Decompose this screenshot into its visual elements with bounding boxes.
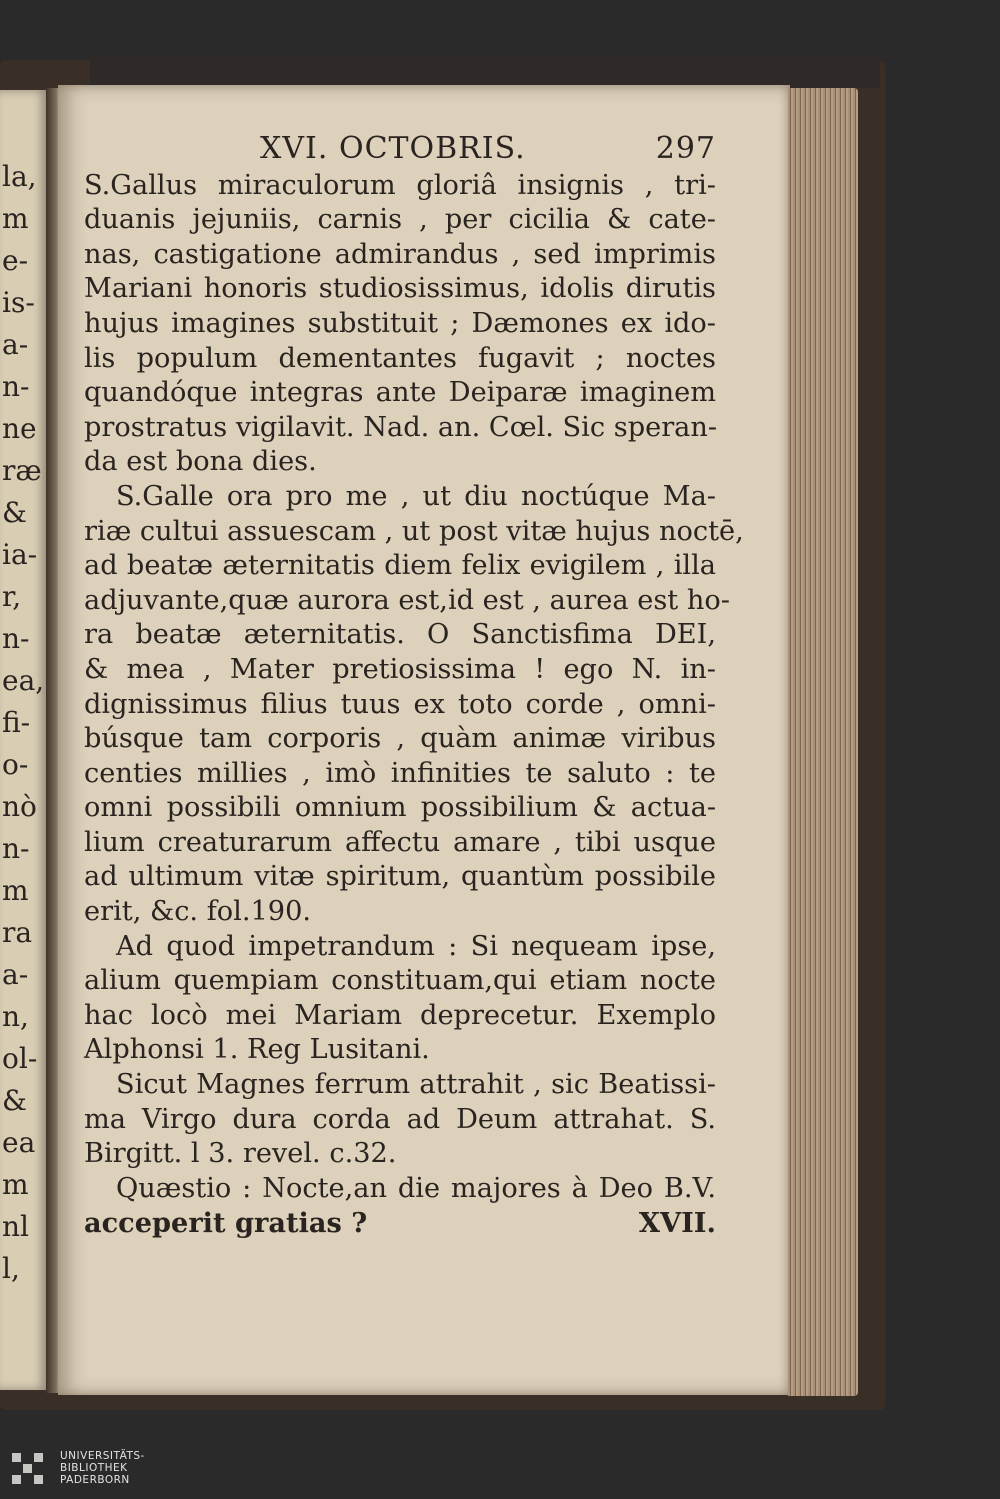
left-page-fragment: ea [2,1126,36,1159]
logo-line-2: BIBLIOTHEK [60,1462,128,1474]
text-line: omni possibili omnium possibilium & actua- [84,792,716,824]
text-line: erit, &c. fol.190. [84,896,312,928]
left-page-fragment: m [2,202,29,235]
text-line: Mariani honoris studiosissimus, idolis dirutis [84,273,716,305]
running-title [260,132,526,167]
title-prefix: XVI. [260,131,329,166]
text-line: nas, castigatione admirandus , sed imprimis [84,238,716,270]
left-page-fragment: ol- [2,1042,38,1075]
text-line: quandóque integras ante Deiparæ imaginem [84,377,716,409]
text-line: ma Virgo dura corda ad Deum attrahat. S. [84,1103,716,1135]
left-page-fragment: nl [2,1210,29,1243]
page-footer [84,1206,716,1241]
text-line: lium creaturarum affectu amare , tibi usque [84,826,716,858]
text-line: Sicut Magnes ferrum attrahit , sic Beatissi- [116,1069,716,1101]
left-page-fragment: e- [2,244,29,277]
text-line: Quæstio : Nocte,an die majores à Deo B.V. [116,1172,716,1204]
text-line: Alphonsi 1. Reg Lusitani. [84,1034,430,1066]
text-line: adjuvante,quæ aurora est,id est , aurea est ho- [84,584,730,616]
text-line: dignissimus filius tuus ex toto corde , omni- [84,688,716,720]
left-page-fragment: m [2,874,29,907]
text-line: S.Galle ora pro me , ut diu noctúque Ma- [116,480,716,512]
text-line: Birgitt. l 3. revel. c.32. [84,1138,397,1170]
left-page-fragment: & [2,496,27,529]
text-line: hac locò mei Mariam deprecetur. Exemplo [84,999,716,1031]
logo-line-3: PADERBORN [60,1474,130,1486]
left-page-fragment: ræ [2,454,42,487]
left-page-fragment: n, [2,1000,29,1033]
book-top-edge [90,56,880,88]
left-page-fragment: a- [2,958,29,991]
left-page-fragment: n- [2,370,30,403]
left-page-fragment: r, [2,580,22,613]
page-number: 297 [655,131,716,166]
running-header [260,132,716,167]
text-line: riæ cultui assuescam , ut post vitæ hujus noctē, [84,515,744,547]
text-line: lis populum dementantes fugavit ; noctes [84,342,716,374]
catchword: XVII. [638,1207,716,1240]
left-page-fragment: ea, [2,664,45,697]
left-page-fragment: n- [2,832,30,865]
text-line: centies millies , imò infinities te saluto : te [84,757,716,789]
page-text [84,131,744,1241]
left-page-fragment: is- [2,286,35,319]
left-page-fragment: & [2,1084,27,1117]
left-page-fragment: la, [2,160,37,193]
body-text [84,169,744,1207]
left-page-fragment: ra [2,916,33,949]
library-logo [12,1446,145,1490]
left-page-fragment: fi- [2,706,31,739]
library-logo-icon [12,1448,46,1488]
title-month: OCTOBRIS. [338,131,526,166]
left-page-fragment: a- [2,328,29,361]
footer-line: acceperit gratias ? [84,1207,368,1240]
logo-line-1: UNIVERSITÄTS- [60,1450,145,1462]
text-line: & mea , Mater pretiosissima ! ego N. in- [84,653,716,685]
text-line: duanis jejuniis, carnis , per cicilia & cate- [84,204,716,236]
text-line: prostratus vigilavit. Nad. an. Cœl. Sic speran- [84,411,718,443]
left-page-fragment: o- [2,748,29,781]
text-line: ra beatæ æternitatis. O Sanctisfima DEI, [84,619,716,651]
text-line: ad ultimum vitæ spiritum, quantùm possibile [84,861,716,893]
text-line: S.Gallus miraculorum gloriâ insignis , tri- [84,169,716,201]
text-line: da est bona dies. [84,446,317,478]
left-page-fragment: ne [2,412,37,445]
left-page-fragment: ia- [2,538,38,571]
text-line: búsque tam corporis , quàm animæ viribus [84,723,716,755]
left-page [0,90,48,1390]
left-page-fragment: l, [2,1252,20,1285]
text-line: hujus imagines substituit ; Dæmones ex ido- [84,307,716,339]
left-page-fragment: m [2,1168,29,1201]
text-line: ad beatæ æternitatis diem felix evigilem , illa [84,550,716,582]
left-page-fragment: nò [2,790,37,823]
text-line: alium quempiam constituam,qui etiam nocte [84,965,716,997]
page-edges [788,88,858,1396]
text-line: Ad quod impetrandum : Si nequeam ipse, [116,930,716,962]
left-page-fragment: n- [2,622,30,655]
